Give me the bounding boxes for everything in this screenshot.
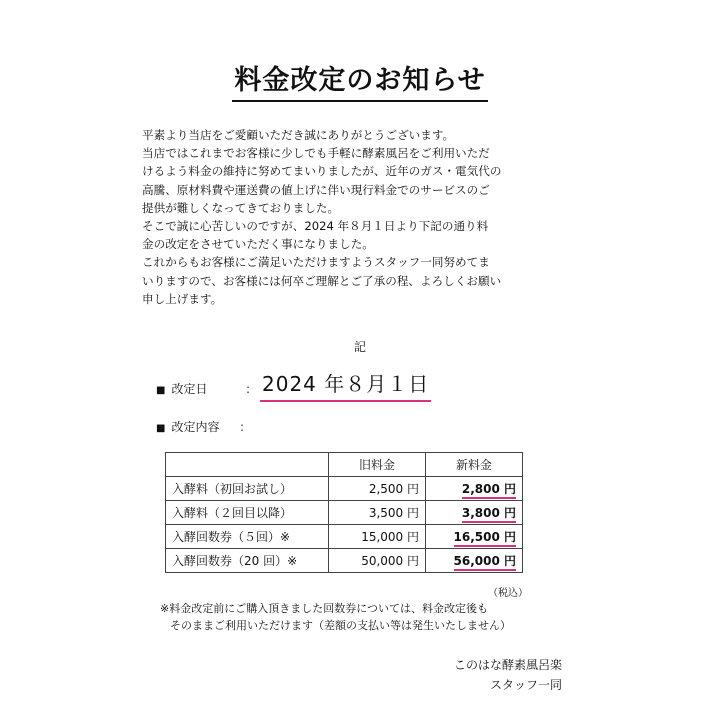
table-row	[166, 525, 523, 549]
table-row	[166, 477, 523, 501]
coupon-note	[160, 600, 511, 634]
colon: ：	[239, 420, 252, 434]
body-line: そこで誠に心苦しいのですが、2024 年８月１日より下記の通り料	[142, 219, 489, 234]
ki-heading: 記	[353, 340, 366, 354]
old-price: 15,000 円	[329, 525, 426, 549]
notice-title	[0, 64, 720, 102]
table-header-new: 新料金	[426, 453, 523, 477]
note-line: ※料金改定前にご購入頂きました回数券については、料金改定後も	[160, 602, 488, 615]
note-line: そのままご利用いただけます（差額の支払い等は発生いたしません）	[170, 619, 511, 632]
body-line: いりますので、お客様には何卒ご理解とご了承の程、よろしくお願い	[142, 273, 502, 288]
new-price-cell	[426, 525, 523, 549]
table-row	[166, 549, 523, 573]
colon: ：	[245, 382, 258, 396]
item-name: 入酵回数券（20 回）※	[166, 549, 329, 573]
body-line: これからもお客様にご満足いただけますようスタッフ一同努めてま	[142, 255, 490, 270]
bullet-square-icon: ■	[156, 385, 166, 396]
table-header-blank	[166, 453, 329, 477]
new-price: 16,500 円	[454, 530, 517, 547]
item-name: 入酵回数券（５回）※	[166, 525, 329, 549]
body-line: けるよう料金の維持に努めてまいりましたが、近年のガス・電気代の	[142, 164, 502, 179]
new-price-cell	[426, 501, 523, 525]
old-price: 3,500 円	[329, 501, 426, 525]
revision-date-label: 改定日	[171, 382, 208, 396]
revision-date-value: 2024 年８月１日	[260, 368, 431, 402]
title-text: 料金改定のお知らせ	[232, 64, 487, 102]
item-name: 入酵料（初回お試し）	[166, 477, 329, 501]
old-price: 50,000 円	[329, 549, 426, 573]
body-line: 平素より当店をご愛顧いただき誠にありがとうございます。	[142, 128, 455, 142]
new-price: 56,000 円	[454, 554, 517, 571]
body-line: 当店ではこれまでお客様に少しでも手軽に酵素風呂をご利用いただ	[142, 146, 490, 161]
signature	[454, 655, 562, 695]
table-header-old: 旧料金	[329, 453, 426, 477]
body-line: 高騰、原材料費や運送費の値上げに伴い現行料金でのサービスのご	[142, 182, 490, 197]
new-price-cell	[426, 549, 523, 573]
revision-date-row	[156, 380, 257, 397]
new-price-cell	[426, 477, 523, 501]
staff-signoff: スタッフ一同	[489, 678, 562, 692]
price-table	[165, 452, 523, 573]
body-line: 提供が難しくなってきておりました。	[142, 200, 340, 215]
body-line: 申し上げます。	[142, 291, 223, 306]
table-row	[166, 501, 523, 525]
shop-name: このはな酵素風呂楽	[453, 658, 562, 672]
new-price: 3,800 円	[462, 506, 516, 523]
old-price: 2,500 円	[329, 477, 426, 501]
table-header-row	[166, 453, 523, 477]
notice-body	[142, 126, 588, 308]
new-price: 2,800 円	[462, 482, 516, 499]
tax-included-note: （税込）	[488, 588, 528, 599]
bullet-square-icon: ■	[156, 423, 166, 434]
body-line: 金の改定をさせていただく事になりました。	[142, 237, 374, 252]
revision-content-label: 改定内容	[171, 420, 220, 434]
item-name: 入酵料（２回目以降）	[166, 501, 329, 525]
revision-content-row	[156, 418, 251, 435]
